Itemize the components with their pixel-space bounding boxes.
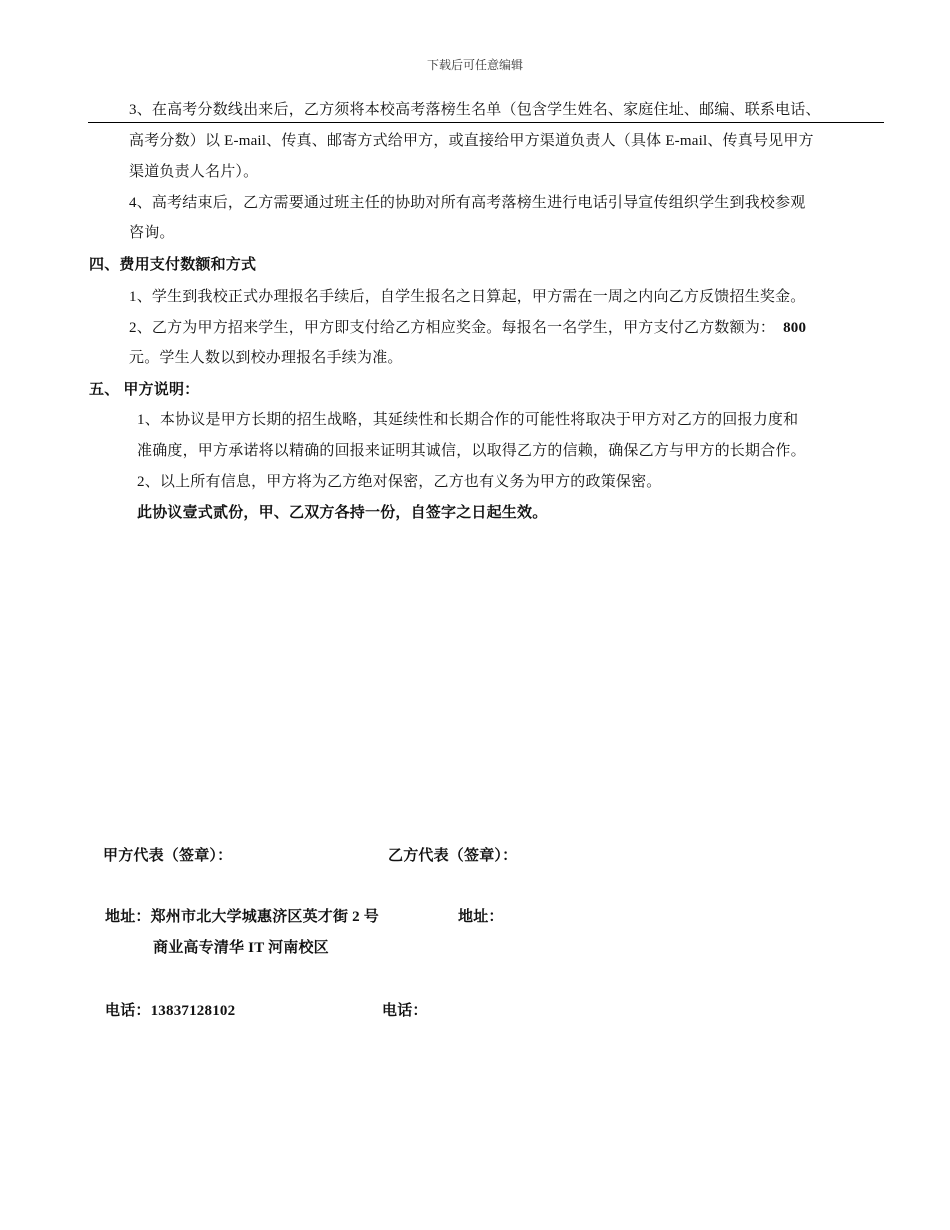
party-a-address-line1: 地址：郑州市北大学城惠济区英才街 2 号 — [105, 909, 380, 925]
item3-line3: 渠道负责人名片）。 — [129, 164, 259, 180]
agreement-closing: 此协议壹式贰份，甲、乙双方各持一份，自签字之日起生效。 — [137, 505, 548, 521]
party-a-phone: 电话：13837128102 — [105, 1003, 236, 1019]
section5-item2: 2、以上所有信息，甲方将为乙方绝对保密，乙方也有义务为甲方的政策保密。 — [137, 474, 662, 490]
party-b-phone: 电话： — [382, 1003, 428, 1019]
section4-item2-line2: 元。学生人数以到校办理报名手续为准。 — [129, 350, 403, 366]
section5-heading: 五、 甲方说明： — [89, 382, 200, 398]
section5-item1-line2: 准确度，甲方承诺将以精确的回报来证明其诚信，以取得乙方的信赖，确保乙方与甲方的长期合作。 — [137, 443, 806, 459]
section5-item1-line1: 1、本协议是甲方长期的招生战略，其延续性和长期合作的可能性将取决于甲方对乙方的回报力度和 — [137, 412, 799, 428]
header-rule — [88, 122, 884, 123]
item4-line1: 4、高考结束后，乙方需要通过班主任的协助对所有高考落榜生进行电话引导宣传组织学生到我校参观 — [129, 195, 806, 211]
header-note: 下载后可任意编辑 — [426, 58, 523, 72]
section4-item2-line1 — [129, 316, 806, 337]
item3-line1: 3、在高考分数线出来后，乙方须将本校高考落榜生名单（包含学生姓名、家庭住址、邮编、联系电话、 — [129, 102, 821, 118]
item4-line2: 咨询。 — [129, 225, 175, 241]
party-a-representative: 甲方代表（签章）： — [103, 848, 233, 864]
section4-item1: 1、学生到我校正式办理报名手续后，自学生报名之日算起，甲方需在一周之内向乙方反馈招生奖金。 — [129, 289, 806, 305]
section4-item2-amount: 800 — [783, 320, 807, 336]
party-b-representative: 乙方代表（签章）： — [388, 848, 518, 864]
item3-line2: 高考分数）以 E-mail、传真、邮寄方式给甲方，或直接给甲方渠道负责人（具体 E-mail、传真号见甲方 — [129, 133, 814, 149]
section4-heading: 四、费用支付数额和方式 — [89, 257, 257, 273]
party-b-address: 地址： — [458, 909, 504, 925]
section4-item2-text: 2、乙方为甲方招来学生，甲方即支付给乙方相应奖金。每报名一名学生，甲方支付乙方数额为： — [129, 320, 776, 336]
party-a-address-line2: 商业高专清华 IT 河南校区 — [153, 940, 329, 956]
